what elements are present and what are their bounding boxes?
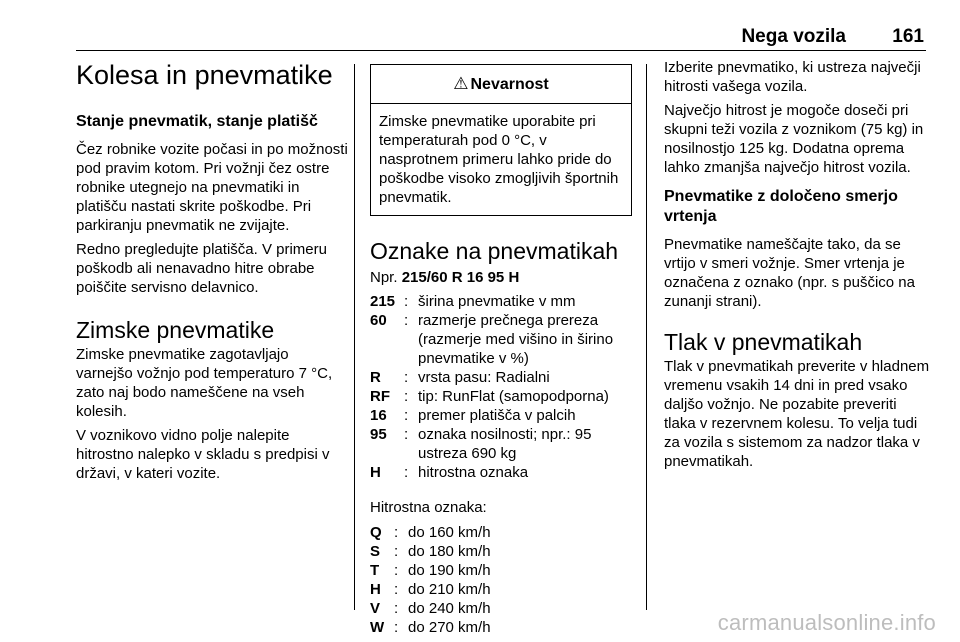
speed-row: W : do 270 km/h [370,619,491,636]
column-divider-1 [354,64,355,610]
chapter-title: Kolesa in pnevmatike [76,60,333,90]
definition-row: 95 : oznaka nosilnosti; npr.: 95 ustreza 690 kg [370,426,592,462]
paragraph: Pnevmatike nameščajte tako, da se vrtijo v smeri vožnje. Smer vrtenja je označena z oznako (npr. s puščico na zunanji strani). [664,236,915,310]
example-code: 215/60 R 16 95 H [401,269,520,286]
speed-list [370,523,632,637]
paragraph: Tlak v pnevmatikah preverite v hladnem vremenu vsakih 14 dni in pred vsako daljšo vožnjo. Ne pozabite preveriti tlaka v rezervnem kolesu. To velja tudi za vozila s sistemom za nadzor tlaka v pnevmatikah. [664,358,930,470]
speed-row: T : do 190 km/h [370,562,491,579]
paragraph: Zimske pnevmatike zagotavljajo varnejšo vožnjo pod temperaturo 7 °C, zato naj bodo nameščene na vseh kolesih. [76,346,333,420]
column-1 [76,58,348,488]
definition-row: 215 : širina pnevmatike v mm [370,293,576,310]
speed-row: S : do 180 km/h [370,543,491,560]
speed-row: Q : do 160 km/h [370,524,491,541]
page-number: 161 [892,26,924,47]
danger-text: Zimske pnevmatike uporabite pri temperaturah pod 0 °C, v nasprotnem primeru lahko pride do poškodbe visoko zmogljivih športnih pnevmatik. [379,113,619,206]
column-2 [370,58,632,637]
danger-box-header [371,65,631,104]
paragraph: Redno pregledujte platišča. V primeru poškodb ali nenavadno hitre obrabe poiščite servisno delavnico. [76,241,327,296]
speed-row: V : do 240 km/h [370,600,491,617]
definition-row: 60 : razmerje prečnega prereza (razmerje med višino in širino pnevmatike v %) [370,312,614,367]
speed-row: H : do 210 km/h [370,581,491,598]
definition-row: R : vrsta pasu: Radialni [370,369,550,386]
paragraph: V voznikovo vidno polje nalepite hitrostno nalepko v skladu s predpisi v državi, v kateri vozite. [76,427,330,482]
paragraph: Izberite pnevmatiko, ki ustreza največji hitrosti vašega vozila. [664,59,921,95]
definition-row: RF : tip: RunFlat (samopodporna) [370,388,609,405]
paragraph: Največjo hitrost je mogoče doseči pri skupni teži vozila z voznikom (75 kg) in nosilnostjo 125 kg. Dodatna oprema lahko zmanjša največjo hitrost vozila. [664,102,924,176]
watermark: carmanualsonline.info [717,610,936,635]
definition-list [370,292,632,482]
paragraph: Čez robnike vozite počasi in po možnosti pod pravim kotom. Pri vožnji čez ostre robnike utegnejo na pnevmatiki in platišču nastati skrite poškodbe. Pri parkiranju pnevmatik ne zvijajte. [76,141,348,234]
warning-triangle-icon: ⚠ [453,74,469,93]
heading-winter-tyres: Zimske pnevmatike [76,317,275,343]
speed-label: Hitrostna oznaka: [370,499,487,516]
danger-box [370,64,632,216]
column-divider-2 [646,64,647,610]
column-3 [664,58,930,476]
definition-row: H : hitrostna oznaka [370,464,529,481]
heading-tyre-pressure: Tlak v pnevmatikah [664,329,863,355]
section-title: Nega vozila [741,26,846,47]
subheading-directional-tyres: Pnevmatike z določeno smerjo vrtenja [664,188,898,225]
definition-row: 16 : premer platišča v palcih [370,407,576,424]
danger-title: Nevarnost [470,76,549,93]
page-header [76,22,926,51]
example-line [370,268,632,287]
example-prefix: Npr. [370,269,398,286]
heading-tyre-markings: Oznake na pnevmatikah [370,238,619,264]
subheading-tyre-condition: Stanje pnevmatik, stanje platišč [76,113,318,130]
